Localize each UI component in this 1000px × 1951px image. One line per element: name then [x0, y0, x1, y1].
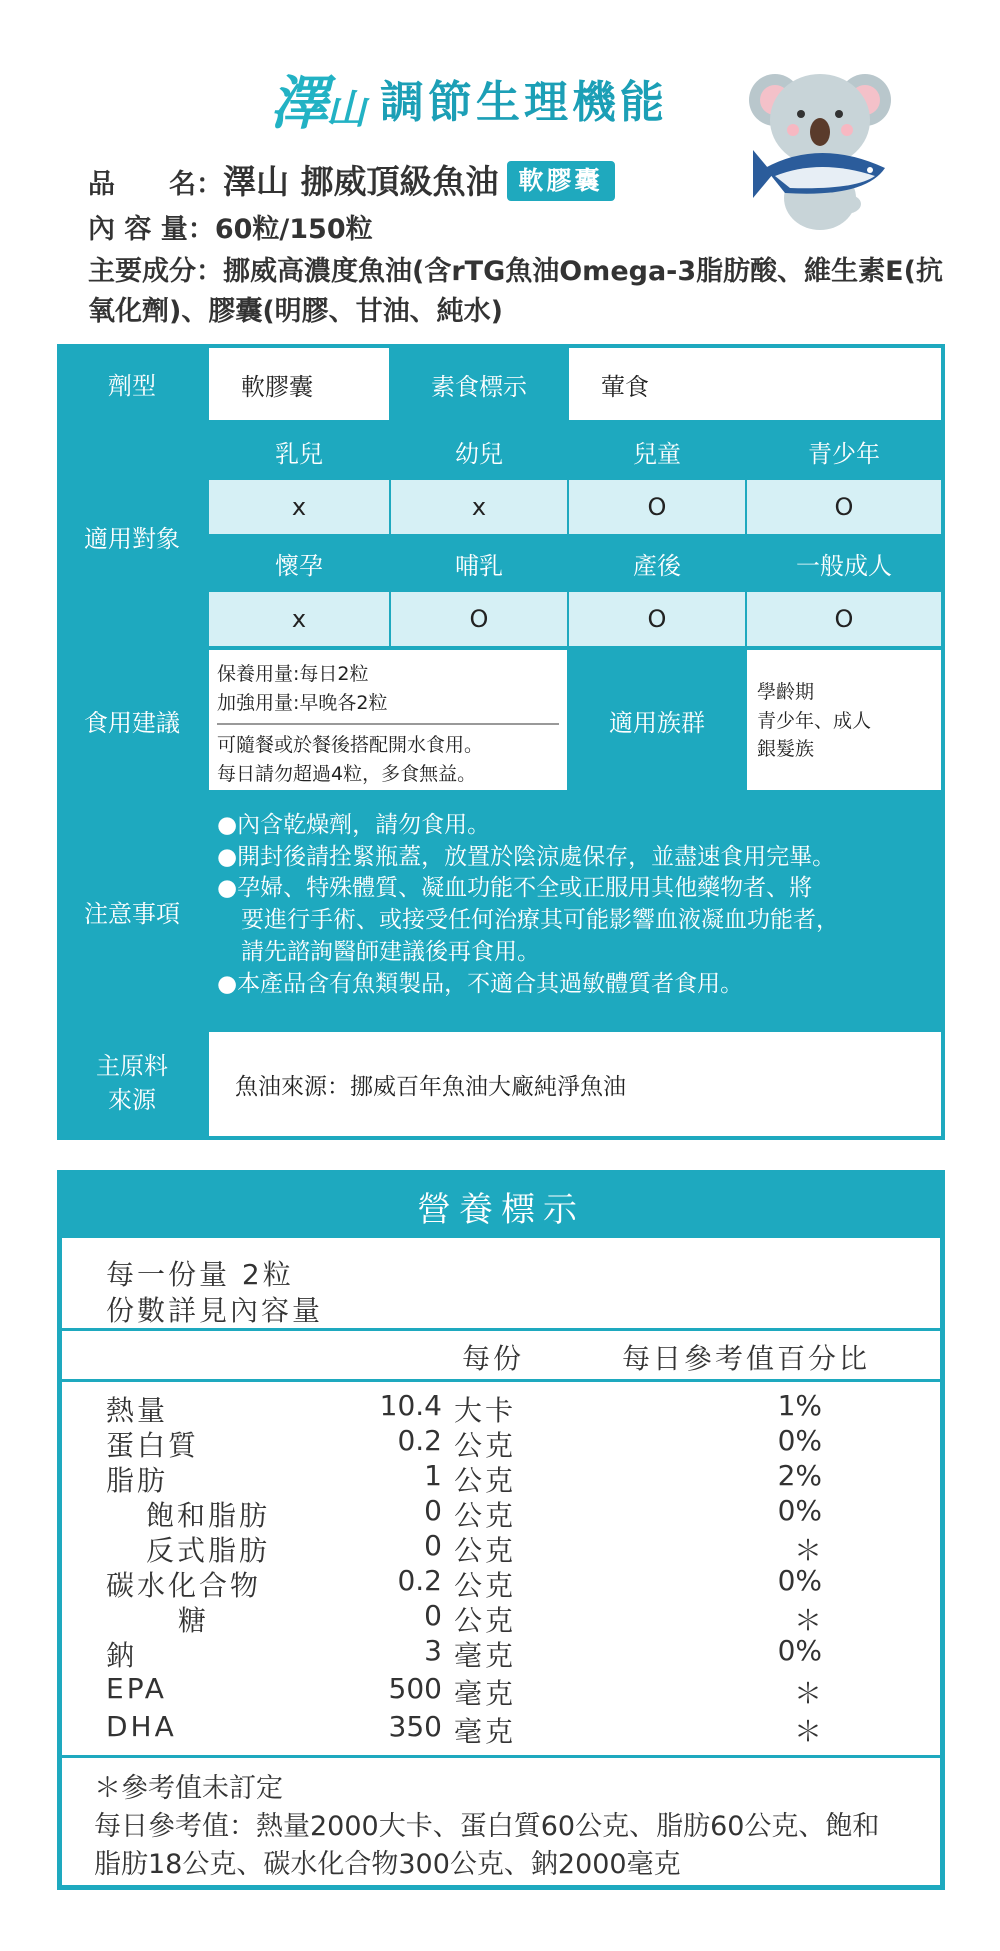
ingredient-row: [88, 252, 943, 291]
nutrient-dv: 0%: [777, 1494, 822, 1527]
footnote-not-set: ＊參考值未訂定: [94, 1773, 283, 1804]
product-name-value: 澤山 挪威頂級魚油: [223, 162, 499, 201]
nutrient-name: 脂肪: [106, 1464, 169, 1497]
target-infant: 乳兒: [275, 439, 323, 468]
nutrient-amount: 10.4: [379, 1389, 442, 1422]
nutrition-title: 營養標示: [62, 1175, 940, 1238]
nutrient-dv: ＊: [793, 1534, 822, 1567]
caution-line-5: 請先諮詢醫師建議後再食用。: [241, 938, 540, 965]
ingredient-value-line2: 氧化劑)、膠囊(明膠、甘油、純水): [88, 296, 504, 327]
nutrition-divider-3: [62, 1755, 940, 1758]
nutrition-divider-1: [62, 1328, 940, 1331]
target-postpartum: 產後: [633, 551, 681, 580]
nutrient-name: 鈉: [106, 1639, 138, 1672]
vegetarian-label: 素食標示: [431, 372, 527, 401]
usage-line-2: 加強用量:早晚各2粒: [217, 691, 388, 714]
mark-toddler: x: [391, 480, 567, 534]
source-value: 魚油來源：挪威百年魚油大廠純淨魚油: [209, 1032, 941, 1136]
nutrient-dv: 2%: [777, 1459, 822, 1492]
tagline: 調節生理機能: [380, 77, 669, 128]
nutrient-amount: 3: [424, 1634, 442, 1667]
nutrient-dv: 0%: [777, 1424, 822, 1457]
product-name-label: 品 名：: [88, 169, 223, 200]
nutrient-name: DHA: [106, 1710, 177, 1743]
nutrient-amount: 0: [424, 1494, 442, 1527]
usage-line-4: 每日請勿超過4粒，多食無益。: [217, 762, 477, 785]
nutrient-unit: 公克: [454, 1464, 517, 1497]
dosage-form-value: 軟膠囊: [209, 348, 389, 420]
ingredient-row-2: [88, 292, 503, 331]
nutrient-name: 飽和脂肪: [146, 1499, 271, 1532]
caution-label: 注意事項: [84, 899, 180, 928]
nutrient-name: 碳水化合物: [106, 1569, 262, 1602]
target-adult: 一般成人: [796, 551, 892, 580]
footnote-reference-1: 每日參考值：熱量2000大卡、蛋白質60公克、脂肪60公克、飽和: [94, 1811, 880, 1842]
nutrition-panel: [57, 1170, 945, 1890]
nutrient-unit: 大卡: [454, 1394, 517, 1427]
nutrient-name: EPA: [106, 1672, 167, 1705]
target-lactating: 哺乳: [455, 551, 503, 580]
usage-divider: [217, 723, 559, 725]
nutrient-amount: 1: [424, 1459, 442, 1492]
group-line-3: 銀髮族: [757, 738, 815, 760]
caution-line-4: 要進行手術、或接受任何治療其可能影響血液凝血功能者，: [241, 907, 839, 934]
target-child: 兒童: [633, 439, 681, 468]
mark-lactating: O: [391, 592, 567, 646]
nutrient-dv: 0%: [777, 1564, 822, 1597]
usage-box: [209, 650, 567, 790]
nutrient-amount: 500: [388, 1672, 442, 1705]
caution-line-2: ●開封後請拴緊瓶蓋，放置於陰涼處保存，並盡速食用完畢。: [217, 843, 836, 870]
mark-postpartum: O: [569, 592, 745, 646]
caution-line-1: ●內含乾燥劑，請勿食用。: [217, 812, 491, 838]
nutrient-amount: 0: [424, 1599, 442, 1632]
nutrition-divider-2: [62, 1379, 940, 1382]
col-per-serving: 每份: [462, 1342, 525, 1375]
nutrient-unit: 公克: [454, 1604, 517, 1637]
nutrient-unit: 毫克: [454, 1715, 517, 1748]
mark-pregnant: x: [209, 592, 389, 646]
nutrient-unit: 公克: [454, 1429, 517, 1462]
nutrient-amount: 350: [388, 1710, 442, 1743]
product-name-row: [88, 158, 615, 206]
target-teen: 青少年: [808, 439, 880, 468]
nutrient-unit: 公克: [454, 1569, 517, 1602]
source-label: [57, 1032, 207, 1136]
nutrient-dv: ＊: [793, 1677, 822, 1710]
nutrient-unit: 公克: [454, 1534, 517, 1567]
brand-header: [270, 58, 668, 138]
ingredient-value-line1: 挪威高濃度魚油(含rTG魚油Omega-3脂肪酸、維生素E(抗: [223, 256, 943, 287]
group-box: [747, 650, 941, 790]
nutrient-amount: 0.2: [397, 1424, 442, 1457]
group-label: 適用族群: [609, 708, 705, 737]
serving-size: 每一份量 2粒: [106, 1258, 294, 1291]
caution-line-3: ●孕婦、特殊體質、凝血功能不全或正服用其他藥物者、將: [217, 875, 813, 902]
usage-line-1: 保養用量:每日2粒: [217, 663, 369, 685]
nutrient-dv: 1%: [777, 1389, 822, 1422]
nutrient-name: 熱量: [106, 1394, 169, 1427]
target-label: 適用對象: [84, 524, 180, 553]
source-label-line-2: 來源: [108, 1086, 156, 1114]
logo-text-main: 澤: [270, 69, 327, 137]
caution-line-6: ●本產品含有魚類製品，不適合其過敏體質者食用。: [217, 970, 744, 997]
nutrient-amount: 0.2: [397, 1564, 442, 1597]
nutrient-amount: 0: [424, 1529, 442, 1562]
group-line-2: 青少年、成人: [757, 709, 872, 732]
nutrient-unit: 公克: [454, 1499, 517, 1532]
brand-logo: [270, 56, 364, 140]
usage-line-3: 可隨餐或於餐後搭配開水食用。: [217, 734, 484, 756]
spec-table: [57, 344, 945, 1140]
content-value: 60粒/150粒: [214, 214, 373, 245]
usage-label: 食用建議: [84, 708, 180, 737]
nutrient-unit: 毫克: [454, 1677, 517, 1710]
koala-mascot-icon: [745, 58, 895, 233]
logo-text-sub: 山: [326, 86, 365, 133]
col-daily-value: 每日參考值百分比: [622, 1342, 871, 1375]
mark-child: O: [569, 480, 745, 534]
nutrient-dv: 0%: [777, 1634, 822, 1667]
nutrient-name: 蛋白質: [106, 1429, 200, 1462]
caution-box: [209, 794, 945, 1028]
target-toddler: 幼兒: [455, 439, 503, 468]
mark-teen: O: [747, 480, 941, 534]
nutrient-dv: ＊: [793, 1715, 822, 1748]
content-label: 內 容 量：: [88, 214, 215, 245]
mark-infant: x: [209, 480, 389, 534]
footnote-reference-2: 脂肪18公克、碳水化合物300公克、鈉2000毫克: [94, 1849, 681, 1880]
nutrient-unit: 毫克: [454, 1639, 517, 1672]
dosage-form-label: 劑型: [108, 371, 156, 400]
ingredient-label: 主要成分：: [88, 256, 223, 287]
softgel-badge: 軟膠囊: [507, 161, 615, 201]
nutrient-name: 反式脂肪: [146, 1534, 271, 1567]
group-line-1: 學齡期: [757, 681, 815, 703]
target-pregnant: 懷孕: [275, 551, 323, 580]
content-row: [88, 210, 373, 249]
mark-adult: O: [747, 592, 941, 646]
nutrient-dv: ＊: [793, 1604, 822, 1637]
source-label-line-1: 主原料: [96, 1052, 168, 1081]
vegetarian-value: 葷食: [569, 348, 941, 420]
servings-note: 份數詳見內容量: [106, 1294, 324, 1327]
nutrient-name: 糖: [178, 1604, 210, 1637]
